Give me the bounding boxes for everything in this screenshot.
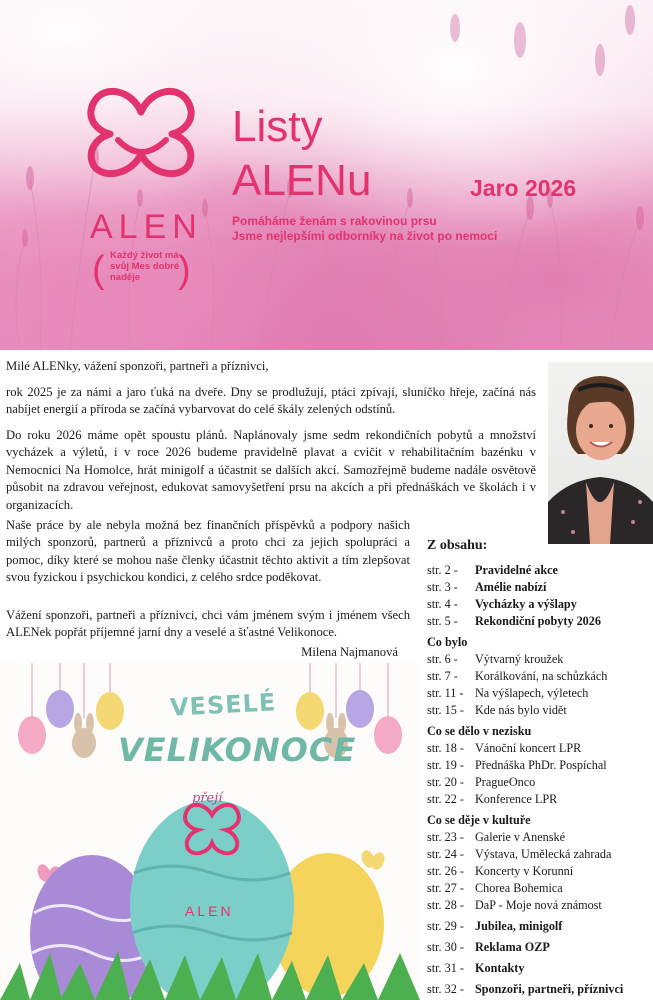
toc-label: Chorea Bohemica — [475, 881, 563, 895]
toc-label: Amélie nabízí — [475, 580, 547, 594]
toc-page: str. 15 - — [427, 703, 464, 717]
toc-page: str. 7 - — [427, 669, 458, 683]
bunny-icon — [72, 713, 96, 758]
toc-item[interactable] — [427, 880, 653, 897]
toc-label: PragueOnco — [475, 775, 536, 789]
toc-label: Koncerty v Korunní — [475, 864, 574, 878]
toc-label: DaP - Moje nová známost — [475, 898, 602, 912]
toc-page: str. 32 - — [427, 982, 464, 996]
hanging-egg-icon — [46, 690, 74, 728]
toc-label: Kontakty — [475, 961, 525, 975]
hanging-egg-icon — [18, 716, 46, 754]
toc-page: str. 6 - — [427, 652, 458, 666]
butterfly-icon — [359, 848, 386, 871]
toc-page: str. 3 - — [427, 580, 458, 594]
toc-item[interactable] — [427, 596, 653, 613]
toc-label: Vánoční koncert LPR — [475, 741, 582, 755]
letter-paragraph-2: Do roku 2026 máme opět spoustu plánů. Naplánovaly jsme sedm rekondičních pobytů a množství vycházek a výletů, i v roce 2026 budeme pravidelně plavat a cvičit v rehabilitačním bazénku v Nemocnici Na Homolce, hrát minigolf a účastnit se dalších akcí. Samozřejmě budeme nadále osvětově působit na zdravou veřejnost, edukovat samovyšetření prsu na akcích a při přednáškách ve školách i v organizacích. — [6, 428, 536, 512]
letter-paragraph-3: Naše práce by ale nebyla možná bez finančních příspěvků a podpory našich milých sponzorů, partnerů a příznivců a proto chci za jejich spolupráci a pomoc, díky které se mohou naše členky účastnit těchto aktivit a tím zlepšovat svou fyzickou i psychickou kondici, z celého srdce poděkovat. — [6, 518, 410, 585]
toc-page: str. 18 - — [427, 741, 464, 755]
toc-item[interactable] — [427, 774, 653, 791]
subtitle-line1: Pomáháme ženám s rakovinou prsu — [232, 214, 437, 228]
toc-page: str. 2 - — [427, 563, 458, 577]
toc-page: str. 20 - — [427, 775, 464, 789]
logo-wordmark: ALEN — [90, 208, 203, 246]
toc-page: str. 5 - — [427, 614, 458, 628]
toc-page: str. 4 - — [427, 597, 458, 611]
hanging-egg-icon — [296, 692, 324, 730]
hanging-egg-icon — [346, 690, 374, 728]
toc-label: Výtvarný kroužek — [475, 652, 564, 666]
toc-item[interactable] — [427, 846, 653, 863]
toc-page: str. 29 - — [427, 919, 464, 933]
portrait-illustration — [548, 362, 653, 544]
logo-tagline: Každý život má svůj Mes dobré naděje — [110, 250, 180, 283]
toc-item[interactable] — [427, 668, 653, 685]
newsletter-title-line2: ALENu — [232, 156, 372, 205]
letter-paragraph-4: Vážení sponzoři, partneři a příznivci, chci vám jménem svým i jménem všech ALENek popřát příjemné jarní dny a veselé a šťastné Velikonoce. — [6, 608, 410, 640]
toc-item[interactable] — [427, 829, 653, 846]
toc-section-heading: Co bylo — [427, 635, 468, 649]
hanging-egg-icon — [96, 692, 124, 730]
card-line-preji: přejí — [192, 791, 223, 806]
subtitle-line2: Jsme nejlepšími odborníky na život po nemoci — [232, 228, 498, 243]
toc-page: str. 27 - — [427, 881, 464, 895]
toc-page: str. 30 - — [427, 940, 464, 954]
toc-item[interactable] — [427, 702, 653, 719]
toc-label: Kde nás bylo vidět — [475, 703, 567, 717]
header-banner — [0, 0, 653, 350]
toc-label: Sponzoři, partneři, příznivci — [475, 982, 624, 996]
toc-label: Konference LPR — [475, 792, 558, 806]
toc-page: str. 11 - — [427, 686, 464, 700]
toc-item[interactable] — [427, 613, 653, 630]
hanging-egg-icon — [374, 716, 402, 754]
card-logo-wordmark: ALEN — [185, 903, 234, 919]
toc-page: str. 19 - — [427, 758, 464, 772]
toc-item[interactable] — [427, 981, 653, 998]
letter-signature: Milena Najmanová — [301, 645, 398, 659]
subtitle — [232, 214, 497, 243]
author-portrait-photo — [548, 362, 653, 544]
toc-item[interactable] — [427, 562, 653, 579]
toc-label: Na výšlapech, výletech — [475, 686, 589, 700]
logo-bracket-left: ( — [92, 249, 105, 291]
easter-greeting-card — [0, 663, 420, 1000]
toc-item[interactable] — [427, 757, 653, 774]
toc-page: str. 22 - — [427, 792, 464, 806]
toc-item[interactable] — [427, 897, 653, 914]
toc-label: Korálkování, na schůzkách — [475, 669, 608, 683]
toc-label: Výstava, Umělecká zahrada — [475, 847, 612, 861]
toc-item[interactable] — [427, 918, 653, 935]
toc-page: str. 28 - — [427, 898, 464, 912]
table-of-contents — [427, 536, 653, 998]
letter-paragraph-1: rok 2025 je za námi a jaro ťuká na dveře. Dny se prodlužují, ptáci zpívají, sluníčko hřeje, začíná nás nabíjet energií a příroda se začíná vybarvovat do celé škály zelených odstínů. — [6, 385, 536, 417]
toc-item[interactable] — [427, 579, 653, 596]
toc-page: str. 23 - — [427, 830, 464, 844]
toc-label: Galerie v Anenské — [475, 830, 566, 844]
toc-item[interactable] — [427, 960, 653, 977]
toc-item[interactable] — [427, 863, 653, 880]
toc-label: Jubilea, minigolf — [475, 919, 563, 933]
alen-logo-icon — [82, 80, 200, 180]
logo-bracket-right: ) — [178, 249, 191, 291]
toc-item[interactable] — [427, 740, 653, 757]
toc-label: Přednáška PhDr. Pospíchal — [475, 758, 607, 772]
toc-label: Pravidelné akce — [475, 563, 558, 577]
toc-item[interactable] — [427, 939, 653, 956]
card-line-velikonoce: VELIKONOCE — [118, 731, 357, 769]
toc-section-heading: Co se dělo v nezisku — [427, 724, 532, 738]
toc-section-heading: Co se děje v kultuře — [427, 813, 531, 827]
issue-label: Jaro 2026 — [470, 175, 577, 201]
toc-page: str. 26 - — [427, 864, 464, 878]
toc-item[interactable] — [427, 791, 653, 808]
toc-page: str. 31 - — [427, 961, 464, 975]
teal-egg-icon — [130, 800, 294, 1000]
toc-title: Z obsahu: — [427, 538, 488, 553]
toc-label: Vycházky a výšlapy — [475, 597, 577, 611]
toc-item[interactable] — [427, 685, 653, 702]
toc-label: Reklama OZP — [475, 940, 550, 954]
toc-label: Rekondiční pobyty 2026 — [475, 614, 601, 628]
letter-greeting: Milé ALENky, vážení sponzoři, partneři a příznivci, — [6, 359, 269, 373]
toc-item[interactable] — [427, 651, 653, 668]
toc-page: str. 24 - — [427, 847, 464, 861]
card-line-veselé: VESELÉ — [169, 688, 278, 722]
newsletter-title-line1: Listy — [232, 102, 323, 151]
